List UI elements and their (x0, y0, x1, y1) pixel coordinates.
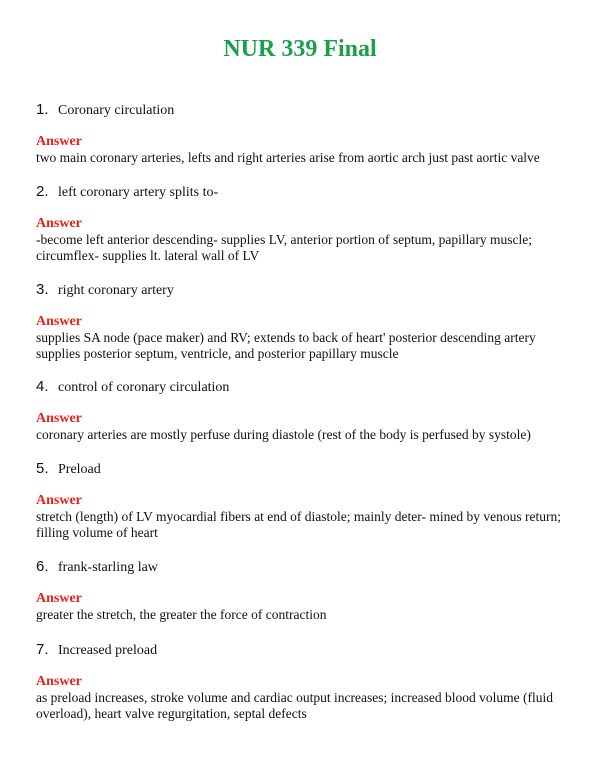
answer-label: Answer (36, 216, 82, 231)
answer-label: Answer (36, 134, 82, 149)
answer-text: supplies SA node (pace maker) and RV; extends to back of heart' posterior descending artery supplies posterior septum, ventricle, and posterior papillary muscle (36, 330, 536, 361)
question-text: Coronary circulation (58, 103, 175, 118)
question-row (36, 281, 576, 301)
qa-item-1 (36, 101, 576, 166)
question-number: 2. (36, 183, 49, 200)
answer-text: as preload increases, stroke volume and cardiac output increases; increased blood volume (fluid overload), heart valve regurgitation, septal defects (36, 690, 553, 721)
question-number: 5. (36, 460, 49, 477)
question-text: Increased preload (58, 643, 158, 658)
qa-item-3 (36, 281, 576, 362)
question-row (36, 641, 576, 661)
question-row (36, 183, 576, 203)
question-number: 3. (36, 281, 49, 298)
question-row (36, 101, 576, 121)
question-number: 7. (36, 641, 49, 658)
answer-text: stretch (length) of LV myocardial fibers at end of diastole; mainly deter- mined by venous return; filling volume of heart (36, 509, 561, 540)
answer-label: Answer (36, 591, 82, 606)
answer-text: coronary arteries are mostly perfuse during diastole (rest of the body is perfused by systole) (36, 427, 531, 442)
question-text: frank-starling law (58, 560, 158, 575)
answer-label: Answer (36, 493, 82, 508)
question-text: right coronary artery (58, 283, 174, 298)
question-number: 1. (36, 101, 49, 118)
question-row (36, 460, 576, 480)
question-text: Preload (58, 462, 101, 477)
question-number: 4. (36, 378, 49, 395)
qa-item-6 (36, 558, 576, 623)
question-row (36, 378, 576, 398)
answer-text: two main coronary arteries, lefts and right arteries arise from aortic arch just past aortic valve (36, 150, 540, 165)
answer-label: Answer (36, 314, 82, 329)
answer-text: greater the stretch, the greater the force of contraction (36, 607, 327, 622)
page-title: NUR 339 Final (223, 36, 377, 62)
qa-item-5 (36, 460, 576, 541)
question-number: 6. (36, 558, 49, 575)
answer-label: Answer (36, 411, 82, 426)
answer-label: Answer (36, 674, 82, 689)
answer-text: -become left anterior descending- supplies LV, anterior portion of septum, papillary muscle; circumflex- supplies lt. lateral wall of LV (36, 232, 532, 263)
question-row (36, 558, 576, 578)
qa-item-7 (36, 641, 576, 722)
question-text: left coronary artery splits to- (58, 185, 219, 200)
question-text: control of coronary circulation (58, 380, 230, 395)
qa-item-4 (36, 378, 576, 443)
qa-item-2 (36, 183, 576, 264)
